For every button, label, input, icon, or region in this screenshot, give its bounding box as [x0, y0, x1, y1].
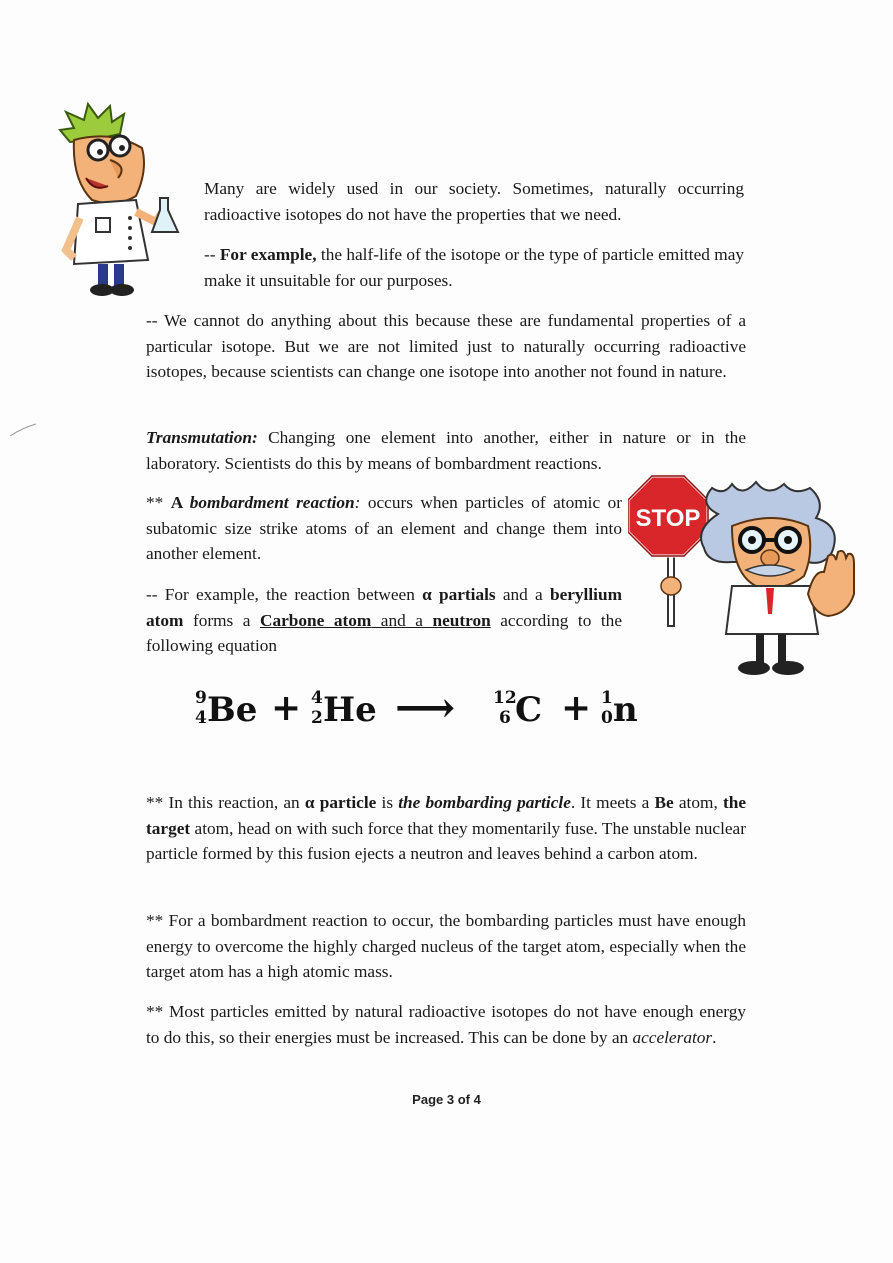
scientist-with-stop-sign-illustration — [628, 474, 864, 680]
plus-sign: + — [561, 687, 592, 729]
example-reaction-paragraph: -- For example, the reaction between α partials and a beryllium atom forms a Carbone atom and a neutron according to the following equation — [146, 585, 622, 655]
plus-sign: + — [271, 687, 302, 729]
scan-mark — [8, 420, 38, 440]
energy-paragraph: ** For a bombardment reaction to occur, the bombarding particles must have enough energy to overcome the highly charged nucleus of the target atom, especially when the target atom has a high atomic mass. — [146, 911, 746, 981]
stop-sign-text: STOP — [635, 505, 701, 532]
nuclear-equation: 9 4 Be + 4 2 He ⟶ 12 6 C + 1 0 n — [195, 683, 638, 732]
limits-paragraph: -- We cannot do anything about this because these are fundamental properties of a particular isotope. But we are not limited just to naturally occurring radioactive isotopes, because scientists can change one isotope into another not found in nature. — [146, 311, 746, 381]
intro-paragraph: Many are widely used in our society. Sometimes, naturally occurring radioactive isotopes do not have the properties that we need. — [204, 179, 744, 224]
bombardment-term: bombardment reaction — [189, 493, 355, 512]
reaction-arrow-icon: ⟶ — [395, 683, 456, 732]
page-footer: Page 3 of 4 — [412, 1092, 481, 1107]
accelerator-term: accelerator — [632, 1027, 713, 1047]
transmutation-paragraph: Transmutation: Changing one element into another, either in nature or in the laboratory. Scientists do this by means of bombardment reactions. — [146, 428, 746, 473]
bombardment-paragraph: ** A bombardment reaction: occurs when particles of atomic or subatomic size strike atoms of an element and change them into another element. — [146, 493, 622, 563]
reaction-explanation-paragraph: ** In this reaction, an α particle is the bombarding particle. It meets a Be atom, the target atom, head on with such force that they momentarily fuse. The unstable nuclear particle formed by this fusion ejects a neutron and leaves behind a carbon atom. — [146, 793, 747, 863]
accelerator-paragraph: ** Most particles emitted by natural radioactive isotopes do not have enough energy to do this, so their energies must be increased. This can be done by an accelerator. — [146, 1002, 746, 1047]
for-example-label: For example, — [219, 245, 317, 264]
scientist-with-flask-illustration — [52, 100, 187, 300]
intro-example-paragraph: -- For example, the half-life of the isotope or the type of particle emitted may make it unsuitable for our purposes. — [204, 245, 745, 290]
transmutation-term: Transmutation: — [146, 428, 258, 447]
